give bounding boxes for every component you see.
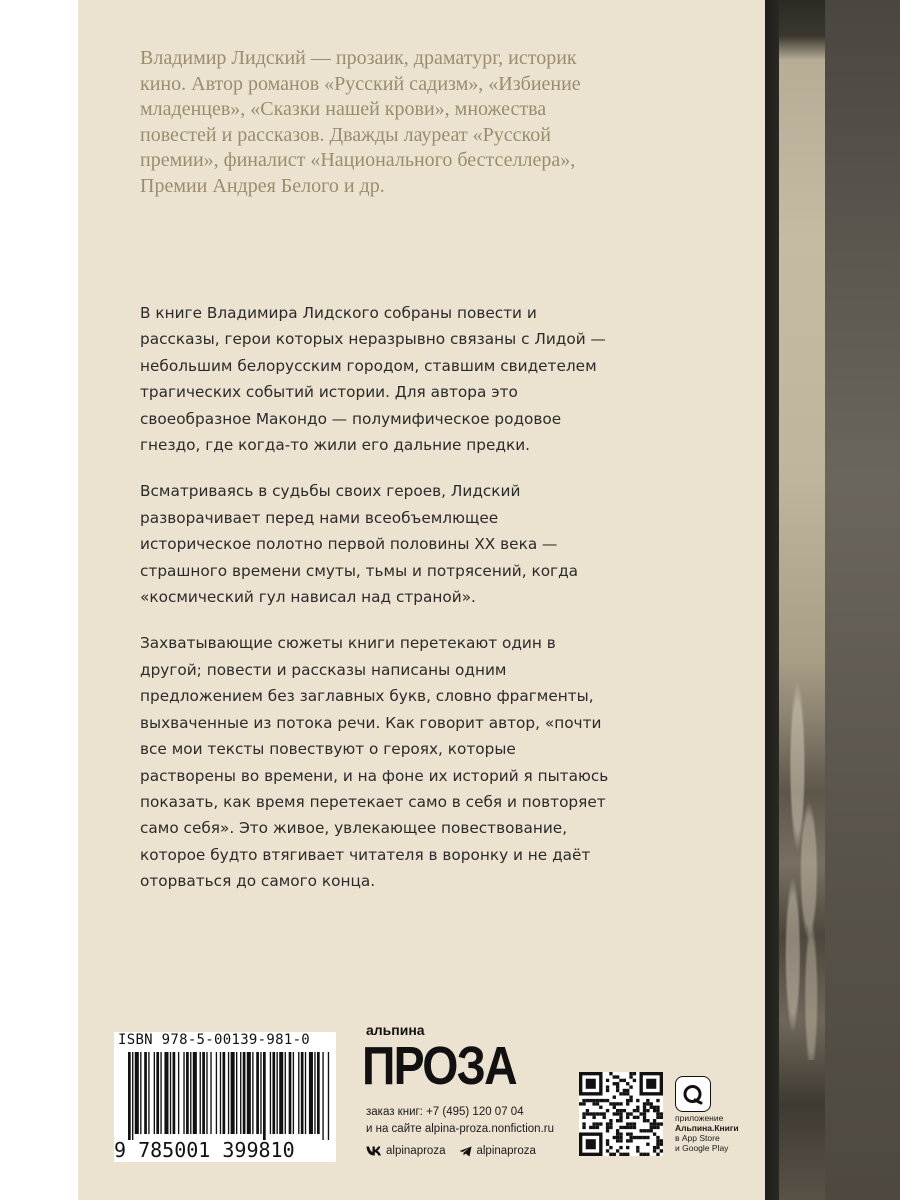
- qr-module: [656, 1136, 659, 1139]
- qr-module: [633, 1122, 636, 1125]
- order-website[interactable]: и на сайте alpina-proza.nonfiction.ru: [366, 1123, 554, 1135]
- qr-finder-inner: [646, 1079, 656, 1089]
- qr-module: [653, 1106, 656, 1109]
- qr-module: [633, 1072, 636, 1075]
- cover-photo-strip: [765, 0, 825, 1200]
- qr-module: [643, 1116, 646, 1119]
- qr-module: [626, 1102, 629, 1105]
- qr-module: [589, 1126, 592, 1129]
- qr-module: [609, 1146, 612, 1149]
- qr-module: [629, 1099, 632, 1102]
- qr-module: [653, 1132, 656, 1135]
- qr-module: [639, 1129, 642, 1132]
- barcode-bar: [193, 1052, 197, 1134]
- barcode-bar: [277, 1052, 278, 1134]
- qr-module: [656, 1126, 659, 1129]
- qr-module: [616, 1085, 619, 1088]
- qr-module: [653, 1126, 656, 1129]
- telegram-icon: [459, 1146, 472, 1157]
- qr-module: [650, 1126, 653, 1129]
- qr-module: [643, 1129, 646, 1132]
- barcode-bar: [156, 1052, 159, 1134]
- author-bio: Владимир Лидский — прозаик, драматург, историк кино. Автор романов «Русский садизм», «Избиение младенцев», «Сказки нашей крови», множества повестей и рассказов. Дважды лауреат «Русской премии», финалист «Национального бестселлера», Премии Андрея Белого и др.: [140, 47, 581, 197]
- qr-module: [596, 1122, 599, 1125]
- qr-module: [636, 1106, 639, 1109]
- qr-module: [626, 1122, 629, 1125]
- qr-module: [629, 1122, 632, 1125]
- barcode-bar: [263, 1052, 266, 1140]
- cover-photo-edge: [825, 0, 900, 1200]
- barcode-bar: [231, 1052, 235, 1134]
- barcode-bars: [114, 1032, 336, 1140]
- qr-module: [606, 1089, 609, 1092]
- app-name: Альпина.Книги: [675, 1123, 739, 1133]
- qr-module: [643, 1102, 646, 1105]
- qr-module: [643, 1106, 646, 1109]
- barcode-bar: [252, 1052, 253, 1134]
- barcode-bar: [272, 1052, 275, 1134]
- qr-module: [626, 1092, 629, 1095]
- qr-module: [616, 1139, 619, 1142]
- qr-finder-inner: [586, 1079, 596, 1089]
- qr-module: [606, 1122, 609, 1125]
- barcode-bar: [202, 1052, 205, 1134]
- barcode-bar: [228, 1052, 229, 1134]
- qr-finder-inner: [586, 1139, 596, 1149]
- qr-module: [626, 1126, 629, 1129]
- barcode-bar: [279, 1052, 283, 1134]
- qr-module: [633, 1079, 636, 1082]
- qr-module: [653, 1109, 656, 1112]
- qr-module: [619, 1116, 622, 1119]
- qr-module: [619, 1102, 622, 1105]
- qr-module: [636, 1146, 639, 1149]
- qr-module: [626, 1132, 629, 1135]
- qr-module: [586, 1099, 589, 1102]
- qr-module: [636, 1149, 639, 1152]
- qr-module: [609, 1122, 612, 1125]
- qr-module: [616, 1102, 619, 1105]
- qr-module: [656, 1139, 659, 1142]
- qr-module: [613, 1136, 616, 1139]
- isbn-barcode: [114, 1032, 336, 1162]
- qr-module: [619, 1109, 622, 1112]
- qr-module: [599, 1112, 602, 1115]
- blurb-paragraph-1: В книге Владимира Лидского собраны повести и рассказы, герои которых неразрывно связаны с Лидой — небольшим белорусским городом, ставшим свидетелем трагических событий истории. Для автора это своеобразное Макондо — полумифическое родовое гнездо, где когда-то жили его дальние предки.: [140, 304, 606, 455]
- qr-module: [656, 1143, 659, 1146]
- qr-module: [626, 1116, 629, 1119]
- qr-module: [613, 1075, 616, 1078]
- barcode-bar: [154, 1052, 155, 1134]
- barcode-bar: [220, 1052, 221, 1134]
- qr-module: [599, 1099, 602, 1102]
- qr-module: [660, 1112, 663, 1115]
- qr-module: [639, 1153, 642, 1156]
- app-promo-line2: [675, 1123, 765, 1133]
- qr-module: [656, 1153, 659, 1156]
- qr-module: [629, 1132, 632, 1135]
- blurb-paragraph-3: Захватывающие сюжеты книги перетекают один в другой; повести и рассказы написаны одним предложением без заглавных букв, словно фрагменты, выхваченные из потока речи. Как говорит автор, «почти все мои тексты повествуют о героях, которые растворены во времени, и на фоне их историй я пытаюсь показать, как время перетекает само в себя и повторяет само себя». Это живое, увлекающее повествование, которое будто втягивает читателя в воронку и не даёт оторваться до самого конца.: [140, 634, 609, 891]
- qr-module: [592, 1122, 595, 1125]
- qr-module: [646, 1143, 649, 1146]
- app-promo-line1: приложение: [675, 1113, 724, 1123]
- barcode-bar: [301, 1052, 304, 1134]
- barcode-bar: [144, 1052, 147, 1134]
- qr-module: [623, 1089, 626, 1092]
- barcode-bar: [293, 1052, 294, 1134]
- qr-module: [646, 1102, 649, 1105]
- barcode-bar: [206, 1052, 207, 1134]
- barcode-bar: [160, 1052, 161, 1134]
- qr-module: [616, 1119, 619, 1122]
- qr-module: [596, 1126, 599, 1129]
- barcode-bar: [183, 1052, 184, 1134]
- qr-module: [626, 1082, 629, 1085]
- qr-module: [609, 1102, 612, 1105]
- qr-module: [650, 1129, 653, 1132]
- qr-module: [582, 1116, 585, 1119]
- qr-module: [599, 1122, 602, 1125]
- qr-module: [619, 1112, 622, 1115]
- barcode-bar: [148, 1052, 149, 1134]
- barcode-bar: [309, 1052, 313, 1134]
- qr-module: [606, 1139, 609, 1142]
- barcode-bar: [285, 1052, 286, 1134]
- qr-module: [619, 1092, 622, 1095]
- qr-module: [623, 1109, 626, 1112]
- qr-module: [582, 1112, 585, 1115]
- qr-module: [643, 1153, 646, 1156]
- barcode-bar: [223, 1052, 226, 1134]
- qr-module: [596, 1102, 599, 1105]
- barcode-bar: [128, 1052, 131, 1140]
- alpina-app-logo: [675, 1076, 711, 1112]
- qr-module: [619, 1139, 622, 1142]
- qr-module: [582, 1099, 585, 1102]
- qr-module: [616, 1082, 619, 1085]
- barcode-bar: [328, 1052, 329, 1140]
- barcode-bar: [178, 1052, 179, 1134]
- qr-module: [653, 1149, 656, 1152]
- qr-module: [660, 1139, 663, 1142]
- qr-module: [606, 1085, 609, 1088]
- qr-module: [606, 1109, 609, 1112]
- qr-module: [626, 1139, 629, 1142]
- qr-module: [626, 1089, 629, 1092]
- qr-module: [653, 1122, 656, 1125]
- barcode-bar: [298, 1052, 299, 1134]
- qr-module: [606, 1143, 609, 1146]
- qr-module: [656, 1116, 659, 1119]
- qr-module: [596, 1099, 599, 1102]
- barcode-bar: [173, 1052, 176, 1134]
- app-promo-line4: и Google Play: [675, 1143, 729, 1153]
- qr-module: [629, 1085, 632, 1088]
- qr-module: [639, 1112, 642, 1115]
- qr-module: [619, 1153, 622, 1156]
- barcode-bar: [190, 1052, 191, 1134]
- qr-module: [619, 1126, 622, 1129]
- publisher-logo: ПРОЗА: [362, 1036, 516, 1096]
- barcode-bar: [322, 1052, 323, 1140]
- barcode-bar: [210, 1052, 211, 1134]
- qr-module: [636, 1109, 639, 1112]
- qr-module: [646, 1109, 649, 1112]
- qr-module: [626, 1112, 629, 1115]
- barcode-bar: [200, 1052, 201, 1134]
- qr-module: [656, 1112, 659, 1115]
- qr-module: [603, 1112, 606, 1115]
- qr-module: [656, 1106, 659, 1109]
- barcode-bar: [317, 1052, 320, 1134]
- qr-module: [646, 1119, 649, 1122]
- qr-module: [636, 1136, 639, 1139]
- qr-module: [629, 1112, 632, 1115]
- qr-module: [646, 1136, 649, 1139]
- qr-module: [636, 1116, 639, 1119]
- qr-module: [606, 1129, 609, 1132]
- blurb-paragraph-2: Всматриваясь в судьбы своих героев, Лидский разворачивает перед нами всеобъемлющее историческое полотно первой половины XX века — страшного времени смуты, тьмы и потрясений, когда «космический гул нависал над страной».: [140, 482, 579, 607]
- qr-module: [589, 1112, 592, 1115]
- qr-module: [623, 1153, 626, 1156]
- barcode-bar: [305, 1052, 306, 1134]
- qr-module: [633, 1136, 636, 1139]
- qr-module: [626, 1153, 629, 1156]
- qr-module: [586, 1112, 589, 1115]
- qr-module: [613, 1102, 616, 1105]
- order-phone: заказ книг: +7 (495) 120 07 04: [366, 1106, 524, 1118]
- qr-module: [609, 1072, 612, 1075]
- qr-module: [606, 1149, 609, 1152]
- qr-module: [616, 1136, 619, 1139]
- qr-module: [592, 1112, 595, 1115]
- qr-module: [616, 1109, 619, 1112]
- isbn-label: ISBN 978-5-00139-981-0: [118, 1032, 311, 1048]
- barcode-digits: 9 785001 399810: [114, 1138, 295, 1162]
- qr-module: [613, 1096, 616, 1099]
- qr-module: [633, 1126, 636, 1129]
- barcode-bar: [216, 1052, 217, 1134]
- vk-handle: alpinaproza: [386, 1145, 446, 1157]
- qr-module: [606, 1126, 609, 1129]
- barcode-bar: [186, 1052, 189, 1134]
- qr-module: [633, 1116, 636, 1119]
- qr-module: [599, 1106, 602, 1109]
- qr-module: [660, 1122, 663, 1125]
- qr-module: [613, 1112, 616, 1115]
- qr-module: [650, 1122, 653, 1125]
- qr-module: [586, 1109, 589, 1112]
- qr-module: [660, 1143, 663, 1146]
- qr-module: [582, 1102, 585, 1105]
- qr-module: [579, 1102, 582, 1105]
- qr-module: [653, 1119, 656, 1122]
- qr-module: [609, 1119, 612, 1122]
- barcode-bar: [164, 1052, 168, 1134]
- qr-module: [646, 1099, 649, 1102]
- qr-module: [646, 1129, 649, 1132]
- barcode-bar: [243, 1052, 246, 1134]
- telegram-handle: alpinaproza: [476, 1145, 536, 1157]
- barcode-bar: [140, 1052, 141, 1134]
- qr-module: [582, 1126, 585, 1129]
- app-promo-line3: в App Store: [675, 1133, 720, 1143]
- qr-module: [603, 1099, 606, 1102]
- social-links: [366, 1145, 536, 1157]
- barcode-bar: [247, 1052, 251, 1134]
- barcode-bar: [256, 1052, 259, 1134]
- qr-module: [619, 1132, 622, 1135]
- qr-module: [656, 1122, 659, 1125]
- barcode-bar: [170, 1052, 171, 1134]
- qr-module: [609, 1126, 612, 1129]
- barcode-bar: [236, 1052, 237, 1134]
- qr-module: [616, 1075, 619, 1078]
- qr-module: [653, 1146, 656, 1149]
- qr-module: [613, 1106, 616, 1109]
- barcode-bar: [132, 1052, 133, 1140]
- qr-module: [660, 1149, 663, 1152]
- barcode-bar: [260, 1052, 261, 1134]
- qr-module: [619, 1119, 622, 1122]
- qr-module: [639, 1136, 642, 1139]
- qr-module: [646, 1153, 649, 1156]
- barcode-bar: [270, 1052, 271, 1134]
- barcode-bar: [289, 1052, 292, 1134]
- qr-module: [660, 1116, 663, 1119]
- qr-module: [613, 1082, 616, 1085]
- qr-module: [643, 1109, 646, 1112]
- qr-module: [606, 1099, 609, 1102]
- qr-module: [656, 1146, 659, 1149]
- qr-module: [623, 1079, 626, 1082]
- qr-module: [633, 1109, 636, 1112]
- qr-module: [589, 1099, 592, 1102]
- qr-module: [592, 1116, 595, 1119]
- qr-module: [616, 1149, 619, 1152]
- qr-module: [629, 1096, 632, 1099]
- publisher-name-top: альпина: [366, 1022, 425, 1038]
- qr-module: [643, 1136, 646, 1139]
- qr-module: [643, 1119, 646, 1122]
- qr-module: [616, 1132, 619, 1135]
- qr-module: [616, 1129, 619, 1132]
- qr-module: [592, 1126, 595, 1129]
- qr-code[interactable]: [579, 1072, 663, 1156]
- barcode-bar: [135, 1052, 139, 1134]
- qr-module: [650, 1106, 653, 1109]
- qr-module: [616, 1089, 619, 1092]
- vk-icon: [366, 1146, 382, 1156]
- barcode-bar: [314, 1052, 315, 1134]
- qr-module: [626, 1146, 629, 1149]
- barcode-bar: [240, 1052, 241, 1134]
- qr-module: [619, 1146, 622, 1149]
- qr-module: [626, 1099, 629, 1102]
- qr-module: [609, 1153, 612, 1156]
- qr-module: [606, 1079, 609, 1082]
- qr-module: [650, 1102, 653, 1105]
- qr-module: [656, 1109, 659, 1112]
- qr-module: [629, 1139, 632, 1142]
- telegram-link[interactable]: [459, 1145, 535, 1157]
- qr-module: [592, 1102, 595, 1105]
- qr-module: [643, 1112, 646, 1115]
- qr-module: [613, 1153, 616, 1156]
- qr-module: [629, 1072, 632, 1075]
- app-promo: [675, 1113, 765, 1153]
- alpina-logo-icon: [681, 1082, 705, 1106]
- qr-module: [596, 1112, 599, 1115]
- qr-module: [623, 1126, 626, 1129]
- qr-module: [623, 1092, 626, 1095]
- qr-module: [616, 1112, 619, 1115]
- qr-module: [656, 1099, 659, 1102]
- qr-module: [619, 1079, 622, 1082]
- qr-module: [636, 1099, 639, 1102]
- book-blurb: [140, 300, 610, 915]
- qr-module: [629, 1136, 632, 1139]
- qr-module: [619, 1136, 622, 1139]
- vk-link[interactable]: [366, 1145, 445, 1157]
- qr-module: [629, 1126, 632, 1129]
- qr-module: [582, 1122, 585, 1125]
- qr-module: [592, 1099, 595, 1102]
- order-info: [366, 1104, 596, 1138]
- qr-module: [603, 1116, 606, 1119]
- qr-module: [629, 1075, 632, 1078]
